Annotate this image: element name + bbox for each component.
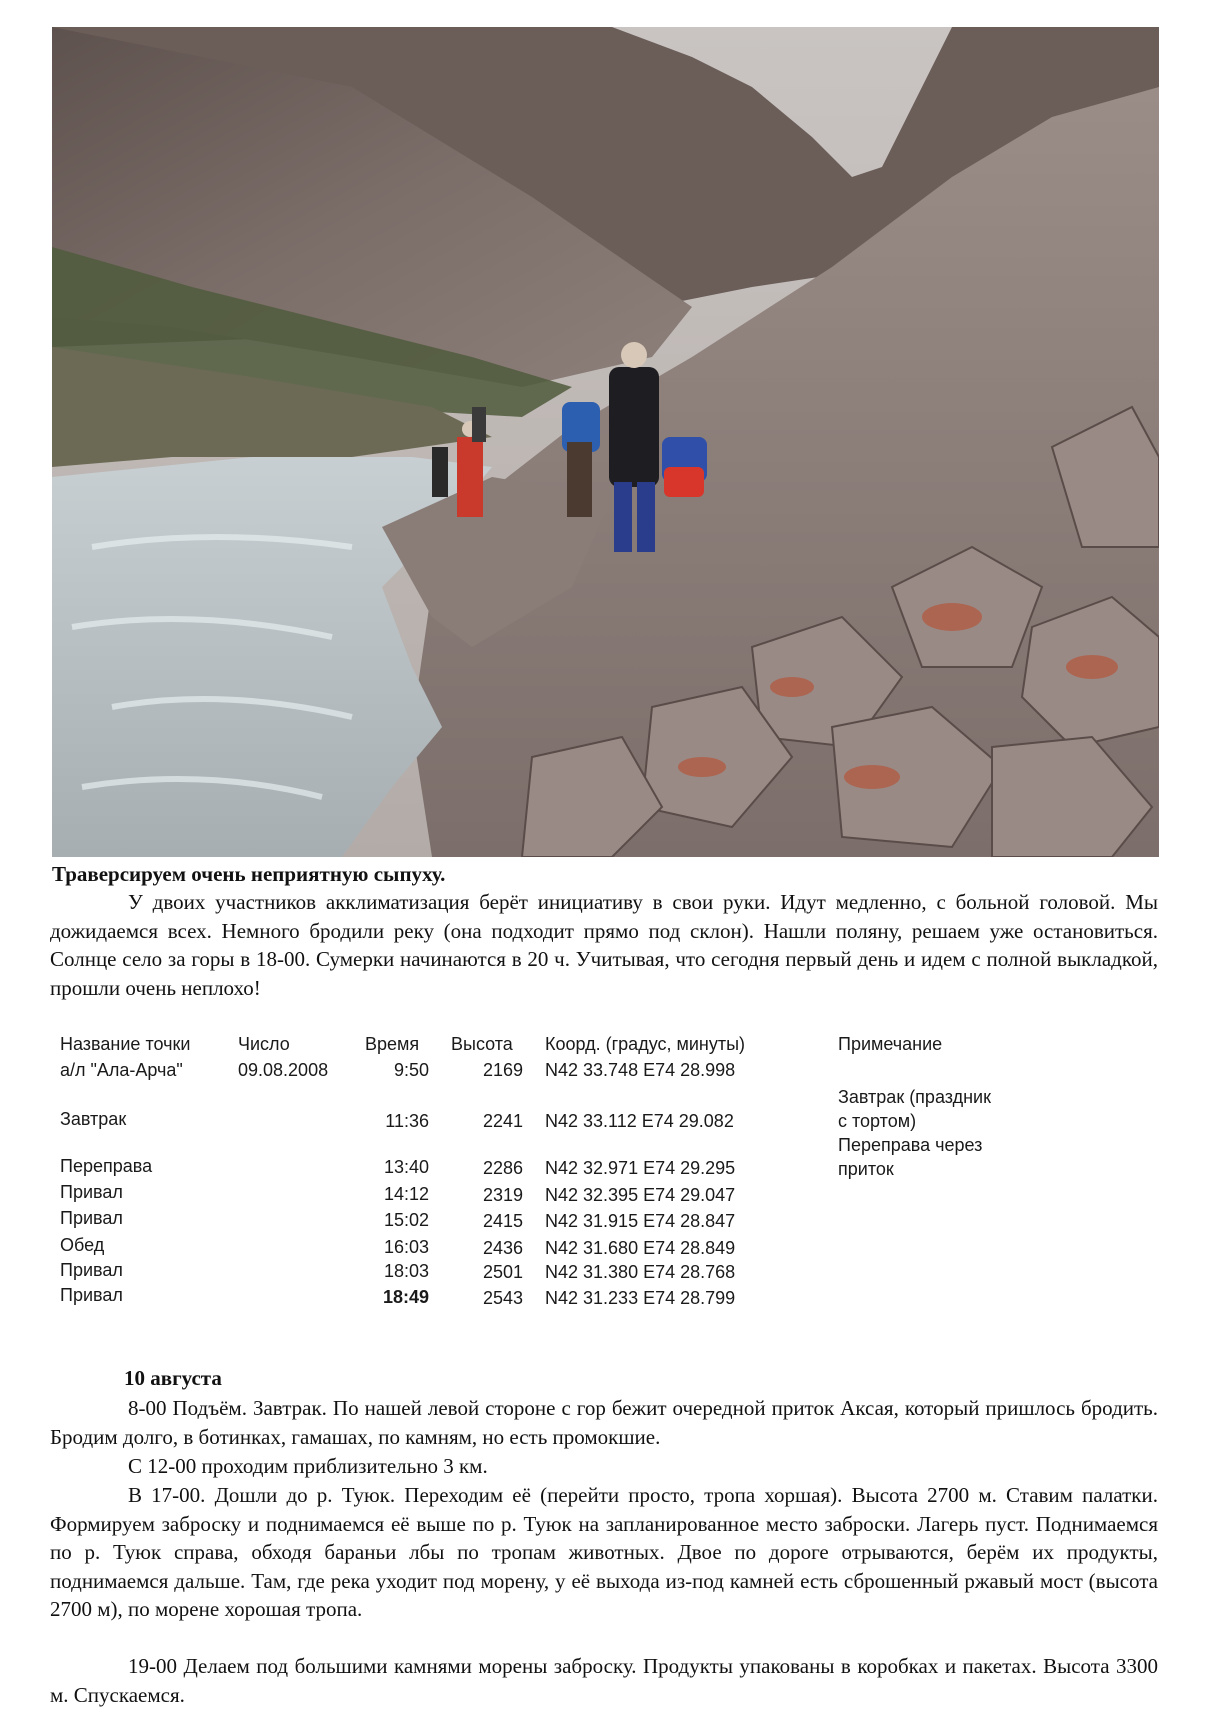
header-time: Время <box>365 1034 420 1054</box>
day-heading: 10 августа <box>124 1366 222 1390</box>
table-row-0-name: а/л "Ала-Арча" <box>60 1060 183 1080</box>
table-row-3-name: Привал <box>60 1182 123 1202</box>
table-row-3-altitude: 2319 <box>482 1185 523 1205</box>
table-row-3-coords: N42 32.395 E74 29.047 <box>545 1185 736 1205</box>
table-row-0-altitude: 2169 <box>482 1060 523 1080</box>
note-crossing-line1: Переправа через <box>838 1135 983 1155</box>
table-row-7-time: 18:49 <box>382 1287 429 1307</box>
table-row-4-time: 15:02 <box>383 1210 429 1230</box>
table-row-2-coords: N42 32.971 E74 29.295 <box>545 1158 736 1178</box>
table-row-4-altitude: 2415 <box>482 1211 523 1231</box>
table-row-6-name: Привал <box>60 1260 123 1280</box>
table-row-0-coords: N42 33.748 E74 28.998 <box>545 1060 736 1080</box>
note-crossing-line2: приток <box>838 1159 894 1179</box>
mountain-traverse-photo <box>52 27 1159 857</box>
table-row-0-date: 09.08.2008 <box>238 1060 329 1080</box>
paragraph-tuyuk: В 17-00. Дошли до р. Туюк. Переходим её (перейти просто, тропа хоршая). Высота 2700 м. Ставим палатки. Формируем заброску и поднимаемся её выше по р. Туюк на запланированное место заброски. Лагерь пуст. Поднимаемся по р. Туюк справа, обходя бараньи лбы по тропам животных. Двое по дороге отрываются, берём их продукты, поднимаемся дальше. Там, где река уходит под морену, у её выхода из-под камней есть сброшенный ржавый мост (высота 2700 м), по морене хорошая тропа. <box>50 1483 1158 1621</box>
photo-illustration <box>52 27 1159 857</box>
table-row-6-time: 18:03 <box>383 1261 429 1281</box>
table-row-5-altitude: 2436 <box>482 1238 523 1258</box>
paragraph-cache: 19-00 Делаем под большими камнями морены заброску. Продукты упакованы в коробках и пакетах. Высота 3300 м. Спускаемся. <box>50 1654 1158 1707</box>
table-row-1-name: Завтрак <box>60 1109 127 1129</box>
table-row-4-name: Привал <box>60 1208 123 1228</box>
header-date: Число <box>238 1034 290 1054</box>
table-row-5-time: 16:03 <box>383 1237 429 1257</box>
note-breakfast-line2: с тортом) <box>838 1111 917 1131</box>
header-altitude: Высота <box>451 1034 513 1054</box>
header-note: Примечание <box>838 1034 943 1054</box>
table-row-7-altitude: 2543 <box>482 1288 523 1308</box>
table-row-7-coords: N42 31.233 E74 28.799 <box>545 1288 736 1308</box>
table-row-2-altitude: 2286 <box>482 1158 523 1178</box>
photo-caption: Траверсируем очень неприятную сыпуху. <box>52 862 446 886</box>
table-row-5-name: Обед <box>60 1235 105 1255</box>
table-row-1-altitude: 2241 <box>482 1111 523 1131</box>
paragraph-morning: 8-00 Подъём. Завтрак. По нашей левой стороне с гор бежит очередной приток Аксая, который пришлось бродить. Бродим долго, в ботинках, гамашах, по камням, но есть промокшие. <box>50 1396 1158 1449</box>
header-point-name: Название точки <box>60 1034 191 1054</box>
paragraph-acclimatization: У двоих участников акклиматизация берёт инициативу в свои руки. Идут медленно, с больной головой. Мы дожидаемся всех. Немного бродили реку (она подходит прямо под склон). Нашли поляну, решаем уже остановиться. Солнце село за горы в 18-00. Сумерки начинаются в 20 ч. Учитывая, что сегодня первый день и идем с полной выкладкой, прошли очень неплохо! <box>50 890 1158 1000</box>
table-row-1-time: 11:36 <box>385 1111 429 1131</box>
table-row-7-name: Привал <box>60 1285 123 1305</box>
table-row-3-time: 14:12 <box>383 1184 429 1204</box>
table-row-6-coords: N42 31.380 E74 28.768 <box>545 1262 736 1282</box>
note-breakfast-line1: Завтрак (праздник <box>838 1087 991 1107</box>
table-row-2-time: 13:40 <box>383 1157 429 1177</box>
paragraph-distance: С 12-00 проходим приблизительно 3 км. <box>128 1454 488 1478</box>
table-row-1-coords: N42 33.112 E74 29.082 <box>545 1111 734 1131</box>
header-coordinates: Коорд. (градус, минуты) <box>545 1034 746 1054</box>
table-row-6-altitude: 2501 <box>482 1262 523 1282</box>
table-row-5-coords: N42 31.680 E74 28.849 <box>545 1238 736 1258</box>
table-row-0-time: 9:50 <box>393 1060 429 1080</box>
table-row-4-coords: N42 31.915 E74 28.847 <box>545 1211 736 1231</box>
table-row-2-name: Переправа <box>60 1156 153 1176</box>
